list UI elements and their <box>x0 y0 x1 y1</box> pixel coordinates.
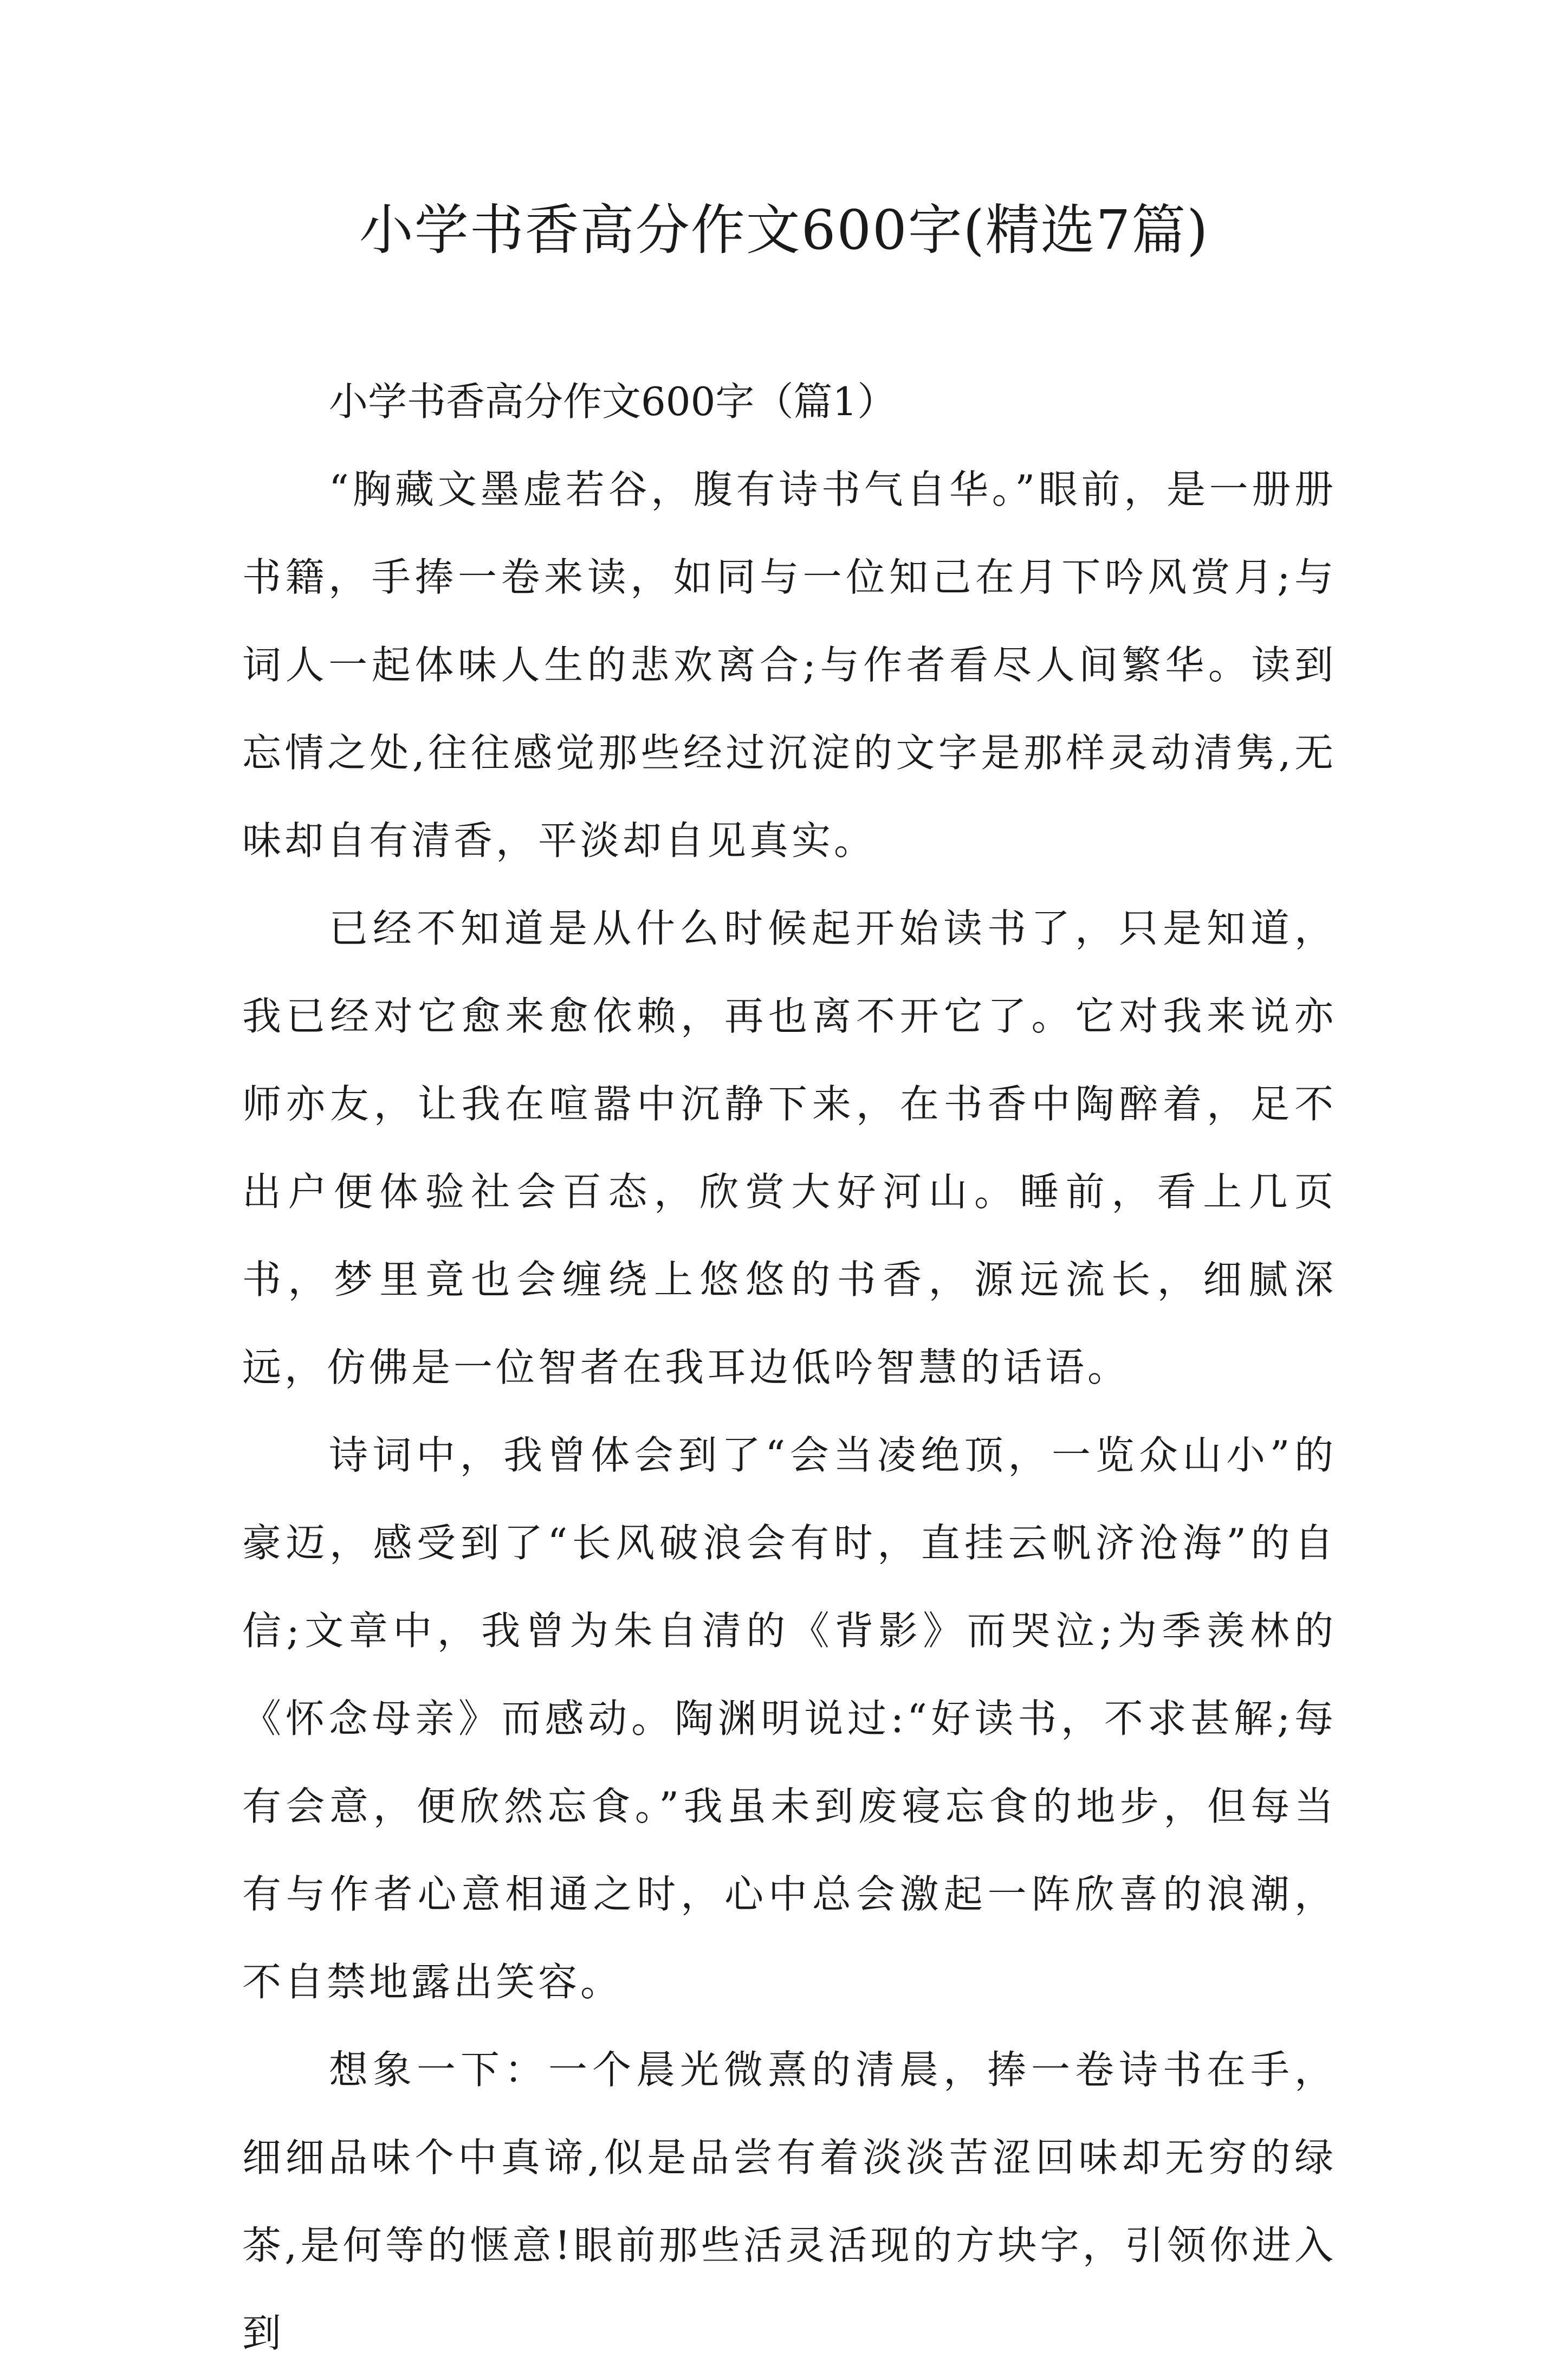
paragraph-3: 诗词中，我曾体会到了“会当凌绝顶，一览众山小”的豪迈，感受到了“长风破浪会有时，直挂云帆济沧海”的自信;文章中，我曾为朱自清的《背影》而哭泣;为季羡林的《怀念母亲》而感动。陶渊明说过:“好读书，不求甚解;每有会意，便欣然忘食。”我虽未到废寝忘食的地步，但每当有与作者心意相通之时，心中总会激起一阵欣喜的浪潮，不自禁地露出笑容。 <box>242 1432 1337 2005</box>
document-body <box>242 358 1337 2377</box>
document-title: 小学书香高分作文600字(精选7篇) <box>359 198 1209 262</box>
paragraph-4: 想象一下：一个晨光微熹的清晨，捧一卷诗书在手，细细品味个中真谛,似是品尝有着淡淡苦涩回味却无穷的绿茶,是何等的惬意!眼前那些活灵活现的方块字，引领你进入到 <box>242 2047 1337 2356</box>
section-heading: 小学书香高分作文600字（篇1） <box>329 379 897 424</box>
paragraph-1: “胸藏文墨虚若谷，腹有诗书气自华。”眼前，是一册册书籍，手捧一卷来读，如同与一位知己在月下吟风赏月;与词人一起体味人生的悲欢离合;与作者看尽人间繁华。读到忘情之处,往往感觉那些经过沉淀的文字是那样灵动清隽,无味却自有清香，平淡却自见真实。 <box>242 467 1337 863</box>
paragraph-2: 已经不知道是从什么时候起开始读书了，只是知道，我已经对它愈来愈依赖，再也离不开它了。它对我来说亦师亦友，让我在喧嚣中沉静下来，在书香中陶醉着，足不出户便体验社会百态，欣赏大好河山。睡前，看上几页书，梦里竟也会缠绕上悠悠的书香，源远流长，细腻深远，仿佛是一位智者在我耳边低吟智慧的话语。 <box>242 906 1337 1390</box>
